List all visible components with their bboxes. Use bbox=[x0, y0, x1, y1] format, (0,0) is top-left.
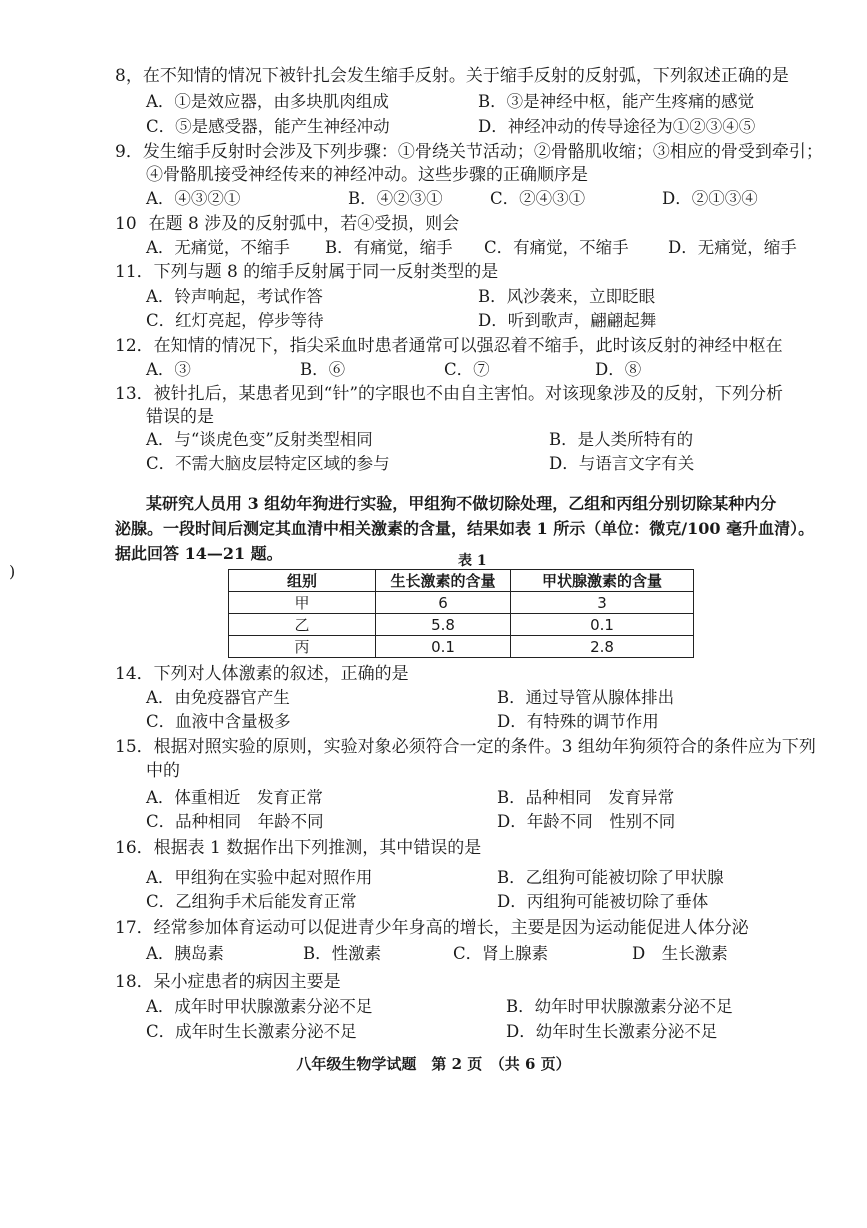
option-b: B．是人类所特有的 bbox=[549, 430, 694, 449]
question-stem-continued: ④骨骼肌接受神经传来的神经冲动。这些步骤的正确顺序是 bbox=[146, 165, 588, 185]
question-stem-continued: 错误的是 bbox=[146, 407, 214, 427]
table-row bbox=[229, 614, 694, 636]
question-stem: 在题 8 涉及的反射弧中，若④受损，则会 bbox=[148, 214, 460, 234]
question-13 bbox=[115, 382, 783, 406]
option-b: B．性激素 bbox=[303, 944, 382, 963]
table-cell: 丙 bbox=[229, 636, 376, 658]
option-b: B．有痛觉，缩手 bbox=[325, 238, 453, 257]
option-d: D．听到歌声，翩翩起舞 bbox=[478, 311, 657, 330]
passage-line-1: 某研究人员用 3 组幼年狗进行实验，甲组狗不做切除处理，乙组和丙组分别切除某种内分 bbox=[146, 494, 777, 513]
option-d: D．⑧ bbox=[595, 360, 642, 379]
question-stem: 发生缩手反射时会涉及下列步骤：①骨绕关节活动；②骨骼肌收缩；③相应的骨受到牵引； bbox=[142, 142, 823, 162]
question-number: 10 bbox=[115, 214, 137, 234]
option-a: A．④③②① bbox=[146, 189, 241, 208]
option-a: A．①是效应器，由多块肌肉组成 bbox=[146, 92, 389, 111]
option-c: C．⑤是感受器，能产生神经冲动 bbox=[146, 117, 390, 136]
option-c: C．红灯亮起，停步等待 bbox=[146, 311, 324, 330]
column-header: 生长激素的含量 bbox=[376, 570, 511, 592]
question-stem: 下列与题 8 的缩手反射属于同一反射类型的是 bbox=[153, 262, 499, 282]
question-stem: 呆小症患者的病因主要是 bbox=[153, 972, 341, 992]
table-cell: 5.8 bbox=[376, 614, 511, 636]
table-cell: 2.8 bbox=[511, 636, 694, 658]
question-stem: 被针扎后，某患者见到“针”的字眼也不由自主害怕。对该现象涉及的反射，下列分析 bbox=[153, 384, 784, 404]
option-c: C．⑦ bbox=[444, 360, 490, 379]
question-number: 15． bbox=[115, 737, 154, 757]
option-c: C．②④③① bbox=[490, 189, 586, 208]
question-number: 16． bbox=[115, 838, 154, 858]
option-c: C．品种相同 年龄不同 bbox=[146, 812, 324, 831]
option-c: C．成年时生长激素分泌不足 bbox=[146, 1022, 357, 1041]
option-a: A．成年时甲状腺激素分泌不足 bbox=[146, 997, 373, 1016]
page-footer: 八年级生物学试题 第 2 页 （共 6 页） bbox=[296, 1055, 571, 1073]
option-a: A．与“谈虎色变”反射类型相同 bbox=[146, 430, 373, 449]
question-8 bbox=[115, 64, 789, 88]
question-number: 9． bbox=[115, 142, 143, 162]
option-d: D．有特殊的调节作用 bbox=[497, 712, 659, 731]
option-d: D．幼年时生长激素分泌不足 bbox=[506, 1022, 718, 1041]
question-15 bbox=[115, 735, 816, 759]
option-c: C．血液中含量极多 bbox=[146, 712, 291, 731]
option-d: D．与语言文字有关 bbox=[549, 454, 695, 473]
passage-line-3: 据此回答 14—21 题。 bbox=[115, 544, 283, 563]
question-stem-continued: 中的 bbox=[146, 761, 180, 781]
question-11 bbox=[115, 260, 498, 284]
table-cell: 3 bbox=[511, 592, 694, 614]
question-number: 12． bbox=[115, 336, 154, 356]
passage-line-2: 泌腺。一段时间后测定其血清中相关激素的含量，结果如表 1 所示（单位：微克/100 毫升血清）。 bbox=[115, 519, 815, 538]
table-header-row bbox=[229, 570, 694, 592]
table-cell: 甲 bbox=[229, 592, 376, 614]
question-stem: 在知情的情况下，指尖采血时患者通常可以强忍着不缩手，此时该反射的神经中枢在 bbox=[153, 336, 783, 356]
column-header: 甲状腺激素的含量 bbox=[511, 570, 694, 592]
question-number: 18． bbox=[115, 972, 154, 992]
option-c: C．乙组狗手术后能发育正常 bbox=[146, 892, 357, 911]
question-stem: 下列对人体激素的叙述，正确的是 bbox=[153, 664, 409, 684]
option-a: A．体重相近 发育正常 bbox=[146, 788, 323, 807]
option-b: B．④②③① bbox=[348, 189, 443, 208]
option-b: B．品种相同 发育异常 bbox=[497, 788, 675, 807]
option-b: B．③是神经中枢，能产生疼痛的感觉 bbox=[478, 92, 755, 111]
question-number: 17． bbox=[115, 918, 154, 938]
option-d: D 生长激素 bbox=[632, 944, 728, 963]
option-b: B．幼年时甲状腺激素分泌不足 bbox=[506, 997, 733, 1016]
option-a: A．甲组狗在实验中起对照作用 bbox=[146, 868, 373, 887]
option-c: C．有痛觉，不缩手 bbox=[484, 238, 629, 257]
table-cell: 6 bbox=[376, 592, 511, 614]
question-stem: 根据对照实验的原则，实验对象必须符合一定的条件。3 组幼年狗须符合的条件应为下列 bbox=[153, 737, 816, 757]
option-d: D．无痛觉，缩手 bbox=[668, 238, 797, 257]
question-stem: 经常参加体育运动可以促进青少年身高的增长，主要是因为运动能促进人体分泌 bbox=[153, 918, 749, 938]
option-b: B．乙组狗可能被切除了甲状腺 bbox=[497, 868, 724, 887]
question-9 bbox=[115, 140, 823, 164]
option-d: D．神经冲动的传导途径为①②③④⑤ bbox=[478, 117, 756, 136]
option-d: D．丙组狗可能被切除了垂体 bbox=[497, 892, 709, 911]
option-b: B．⑥ bbox=[300, 360, 346, 379]
question-16 bbox=[115, 836, 481, 860]
option-a: A．胰岛素 bbox=[146, 944, 224, 963]
option-b: B．风沙袭来，立即眨眼 bbox=[478, 287, 656, 306]
option-b: B．通过导管从腺体排出 bbox=[497, 688, 675, 707]
option-c: C．肾上腺素 bbox=[453, 944, 549, 963]
option-a: A．铃声响起，考试作答 bbox=[146, 287, 323, 306]
question-18 bbox=[115, 970, 341, 994]
question-number: 8， bbox=[115, 66, 143, 86]
question-number: 11． bbox=[115, 262, 154, 282]
question-17 bbox=[115, 916, 749, 940]
option-a: A．③ bbox=[146, 360, 191, 379]
table-row bbox=[229, 592, 694, 614]
table-cell: 乙 bbox=[229, 614, 376, 636]
option-a: A．无痛觉，不缩手 bbox=[146, 238, 290, 257]
option-a: A．由免疫器官产生 bbox=[146, 688, 290, 707]
option-d: D．②①③④ bbox=[662, 189, 758, 208]
question-10 bbox=[115, 212, 459, 236]
option-c: C．不需大脑皮层特定区域的参与 bbox=[146, 454, 390, 473]
table-caption: 表 1 bbox=[458, 553, 487, 569]
question-12 bbox=[115, 334, 783, 358]
option-d: D．年龄不同 性别不同 bbox=[497, 812, 676, 831]
question-number: 13． bbox=[115, 384, 154, 404]
question-stem: 在不知情的情况下被针扎会发生缩手反射。关于缩手反射的反射弧，下列叙述正确的是 bbox=[142, 66, 789, 86]
question-number: 14． bbox=[115, 664, 154, 684]
table-cell: 0.1 bbox=[511, 614, 694, 636]
question-stem: 根据表 1 数据作出下列推测，其中错误的是 bbox=[153, 838, 482, 858]
table-cell: 0.1 bbox=[376, 636, 511, 658]
column-header: 组别 bbox=[229, 570, 376, 592]
table-row bbox=[229, 636, 694, 658]
margin-mark: ) bbox=[9, 562, 16, 581]
question-14 bbox=[115, 662, 409, 686]
hormone-table bbox=[228, 569, 694, 658]
